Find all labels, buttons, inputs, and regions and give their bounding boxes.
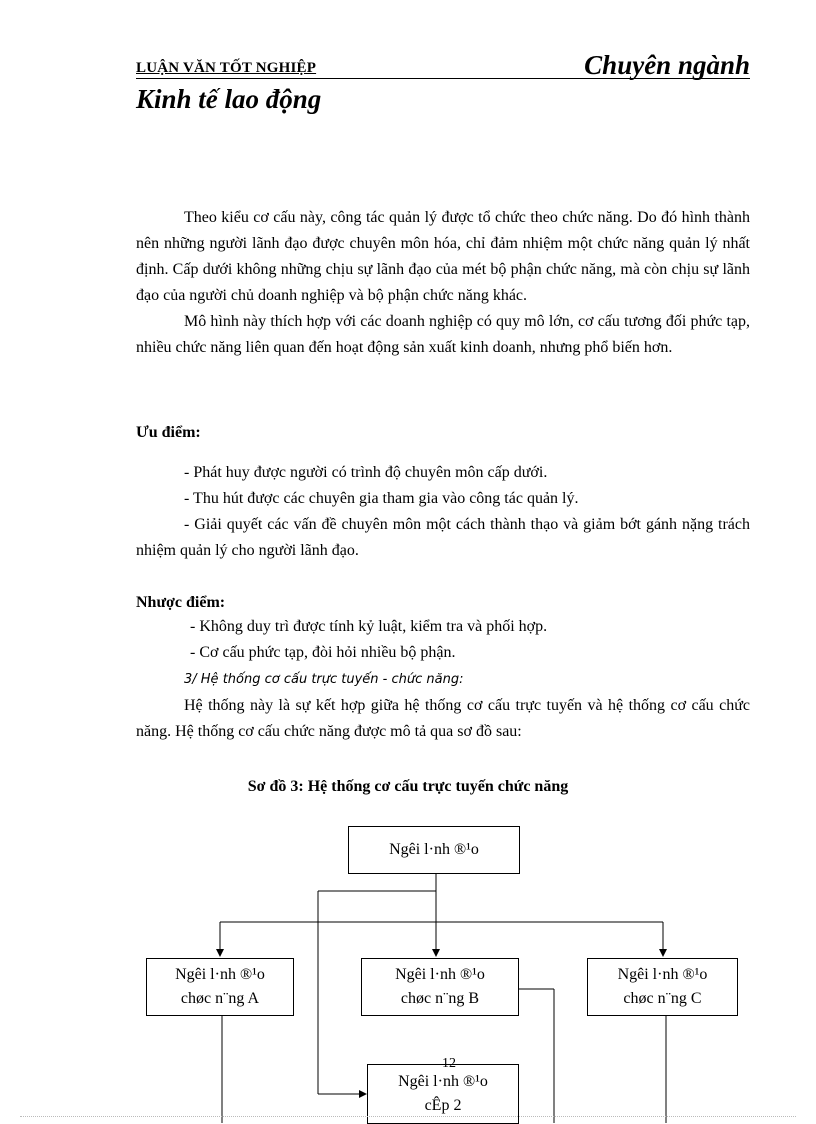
header-major-label: Chuyên ngành [584,50,750,80]
box-label: chøc n¨ng C [623,990,702,1007]
page-bottom-rule [20,1116,796,1117]
box-label: chøc n¨ng A [180,990,260,1007]
header-thesis-label: LUẬN VĂN TỐT NGHIỆP [136,60,317,76]
box-label: Ngêi l·nh ®¹o [395,966,485,983]
box-label: cÊp 2 [424,1097,462,1114]
box-function-a [146,958,294,1016]
box-level-2 [367,1064,519,1124]
list-item: - Thu hút được các chuyên gia tham gia vào công tác quản lý. [184,490,579,507]
header-subtitle: Kinh tế lao động [136,84,322,114]
list-item: - Phát huy được người có trình độ chuyên môn cấp dưới. [184,464,548,481]
box-label: chøc n¨ng B [400,990,480,1007]
page-number: 12 [442,1056,456,1071]
paragraph-1: Theo kiểu cơ cấu này, công tác quản lý được tổ chức theo chức năng. Do đó hình thành nên những người lãnh đạo được chuyên môn hóa, chỉ đảm nhiệm một chức năng quản lý nhất định. Cấp dưới không những chịu sự lãnh đạo của mét bộ phận chức năng, mà còn chịu sự lãnh đạo của người chủ doanh nghiệp và bộ phận chức năng khác. [136,209,750,304]
box-label: Ngêi l·nh ®¹o [389,841,479,858]
box-label: Ngêi l·nh ®¹o [398,1073,488,1090]
box-function-b [361,958,519,1016]
advantages-heading: Ưu điểm: [136,424,201,441]
box-label: Ngêi l·nh ®¹o [617,966,708,983]
list-item: - Cơ cấu phức tạp, đòi hỏi nhiều bộ phận. [190,644,456,661]
disadvantages-heading: Nhược điểm: [136,594,226,611]
box-leader [348,826,520,874]
section-text: Hệ thống này là sự kết hợp giữa hệ thống cơ cấu trực tuyến và hệ thống cơ cấu chức năng. Hệ thống cơ cấu chức năng được mô tả qua sơ đồ sau: [136,697,750,740]
box-label: Ngêi l·nh ®¹o [175,966,265,983]
diagram-caption: Sơ đồ 3: Hệ thống cơ cấu trực tuyến chức năng [247,778,569,795]
box-function-c [587,958,738,1016]
section-title: 3/ Hệ thống cơ cấu trực tuyến - chức năng: [184,672,464,687]
list-item: - Không duy trì được tính kỷ luật, kiểm tra và phối hợp. [190,618,548,635]
paragraph-2: Mô hình này thích hợp với các doanh nghiệp có quy mô lớn, cơ cấu tương đối phức tạp, nhiều chức năng liên quan đến hoạt động sản xuất kinh doanh, nhưng phổ biến hơn. [136,313,750,356]
list-item: - Giải quyết các vấn đề chuyên môn một cách thành thạo và giảm bớt gánh nặng trách nhiệm quản lý cho người lãnh đạo. [136,516,750,559]
